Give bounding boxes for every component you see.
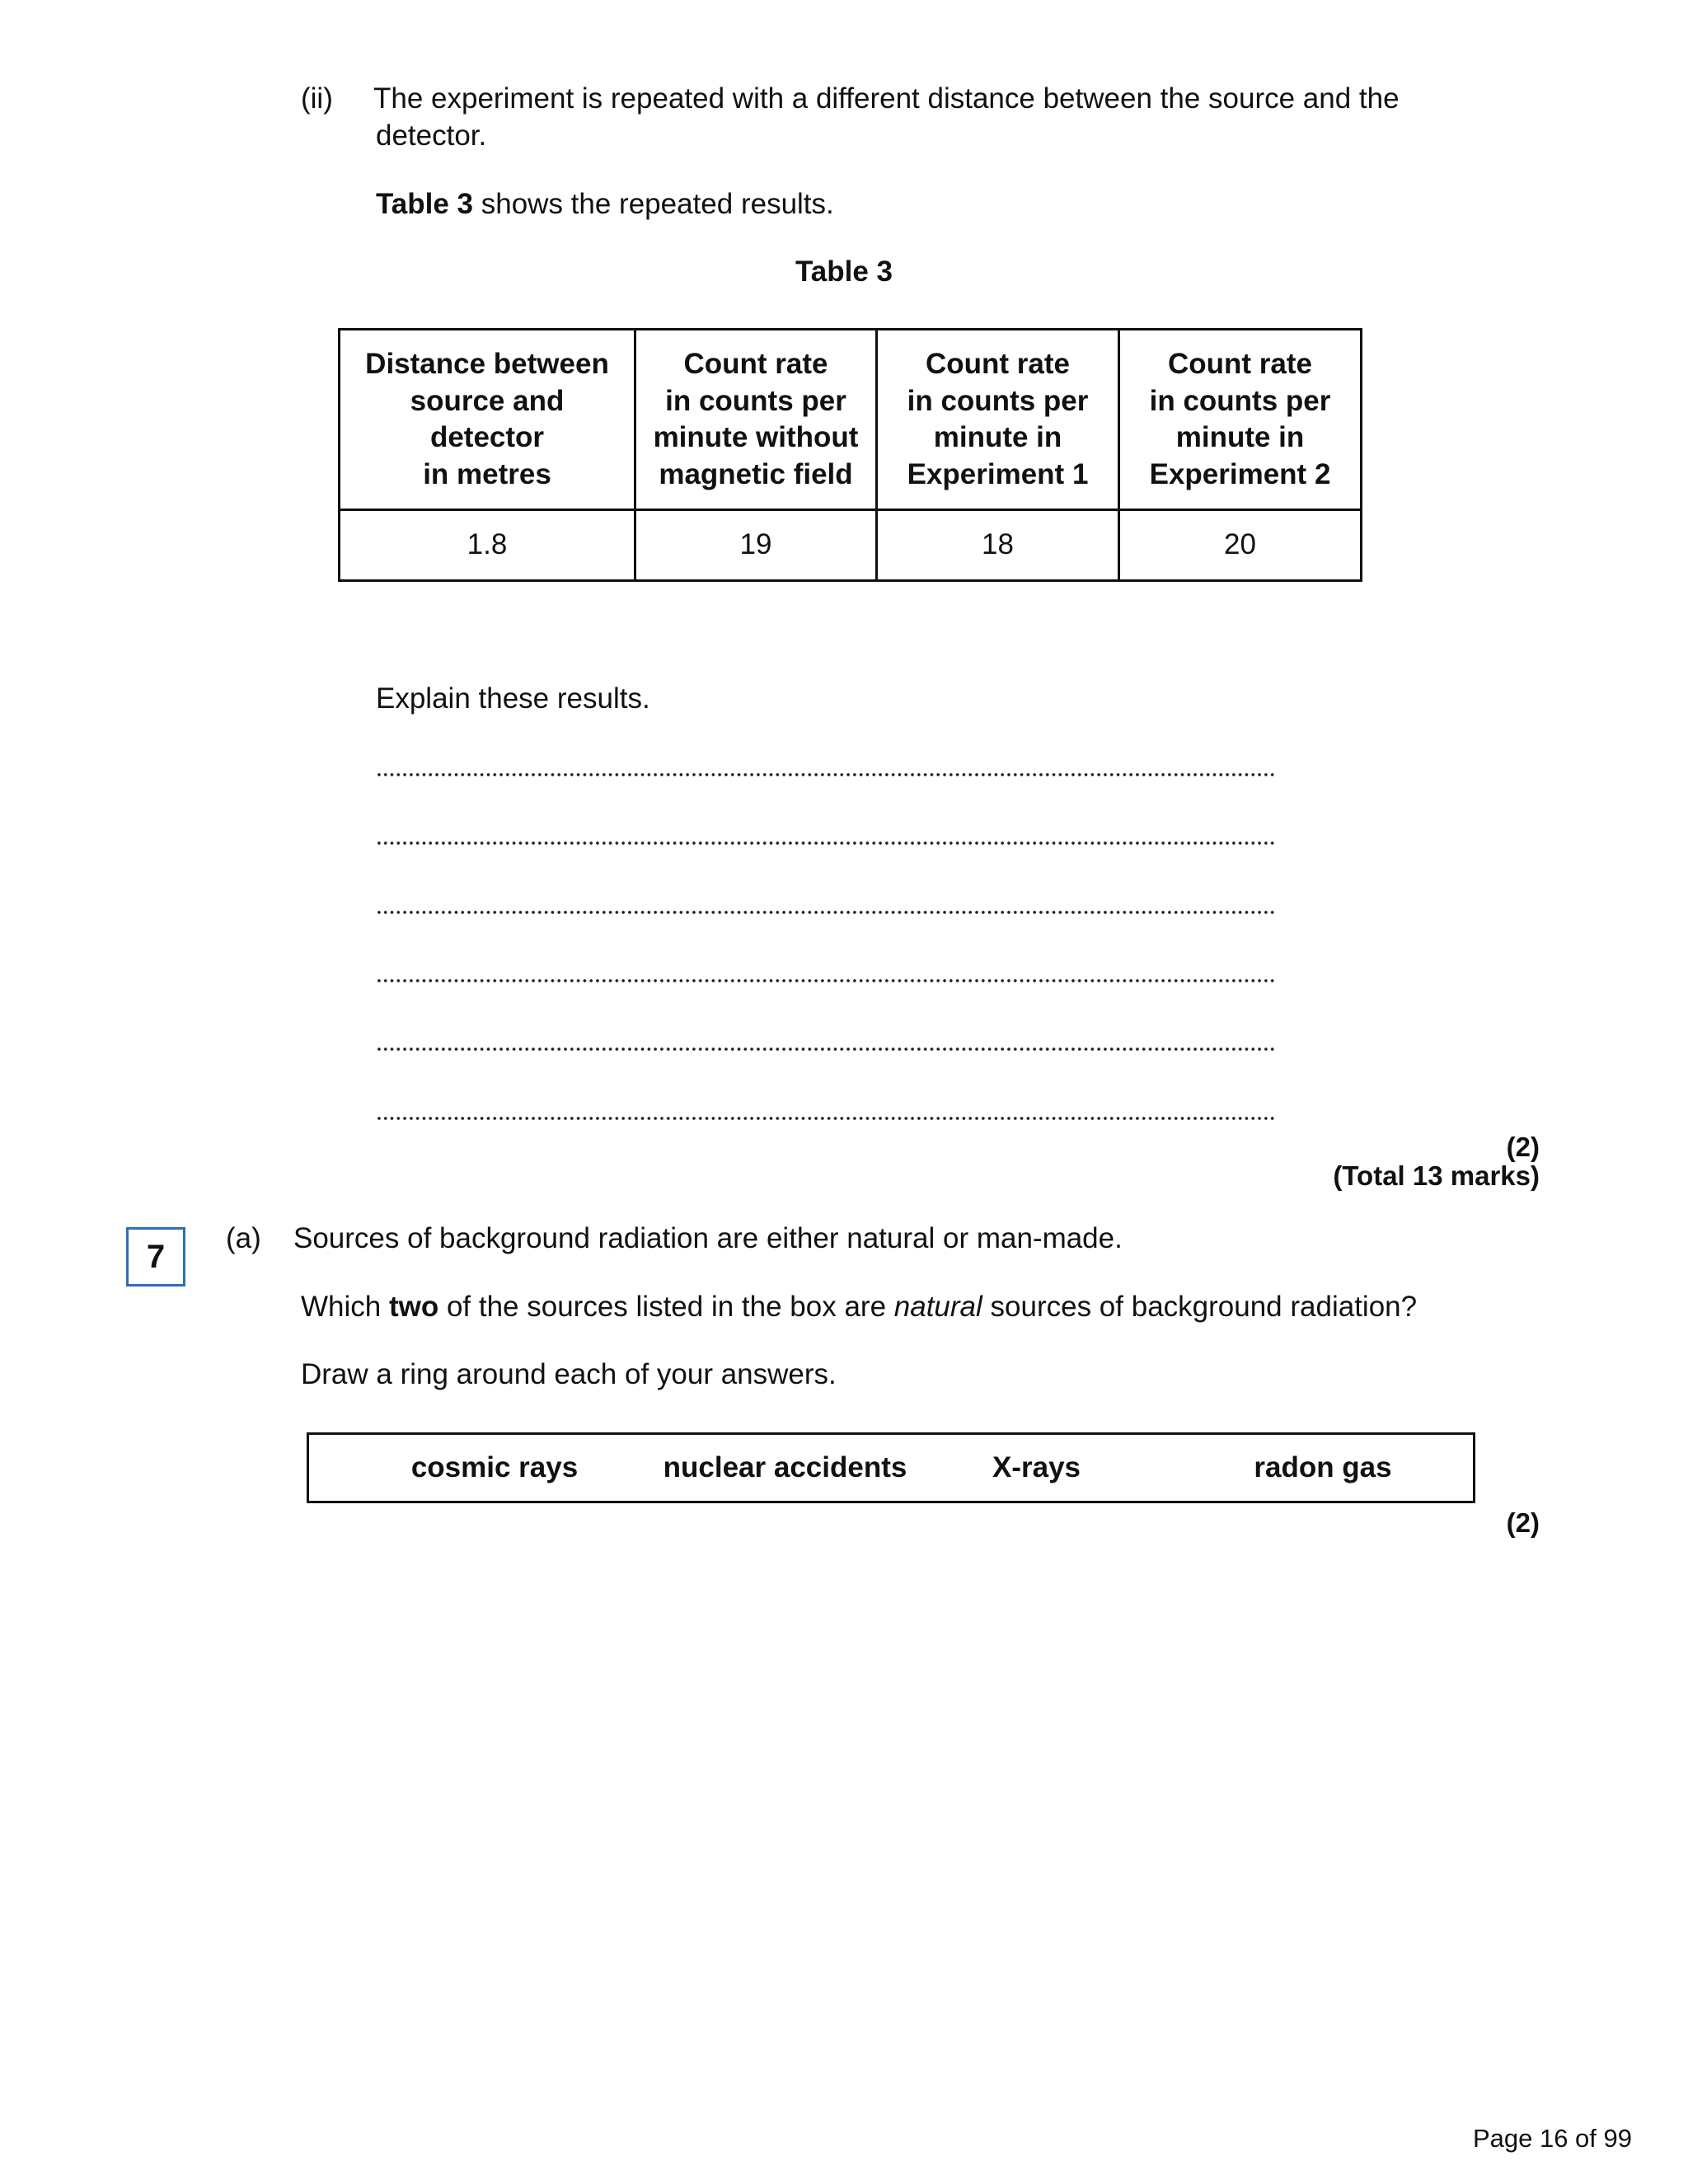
answer-line[interactable] [376, 839, 1274, 847]
part-a-label: (a) [226, 1222, 261, 1254]
part-a-text: Sources of background radiation are either natural or man-made. [293, 1222, 1123, 1254]
table-caption: Table 3 [795, 255, 893, 288]
results-table [338, 328, 1362, 582]
table-header-cell: Count rate in counts per minute without magnetic field [635, 330, 877, 510]
question-text-line1: The experiment is repeated with a different distance between the source and the [373, 82, 1400, 115]
source-option-placeholder [1199, 1435, 1200, 1501]
table-header-cell: Distance between source and detector in metres [340, 330, 635, 510]
total-marks: (Total 13 marks) [1333, 1160, 1540, 1191]
page-number: Page 16 of 99 [1472, 2124, 1632, 2153]
table-header-cell: Count rate in counts per minute in Experiment 2 [1119, 330, 1362, 510]
table-header-row [340, 330, 1362, 510]
answer-line[interactable] [376, 771, 1274, 779]
question-number-box: 7 [126, 1227, 185, 1286]
explain-prompt: Explain these results. [376, 682, 650, 715]
table-cell-count-exp1: 18 [877, 510, 1119, 581]
source-option-radon-gas[interactable]: radon gas [1254, 1451, 1392, 1483]
answer-line[interactable] [376, 1114, 1274, 1122]
part-label: (ii) [301, 82, 333, 115]
which-two-question: Which two of the sources listed in the box are natural sources of background radiation? [301, 1291, 1418, 1323]
ring-instruction: Draw a ring around each of your answers. [301, 1358, 837, 1390]
table-cell-count-no-field: 19 [635, 510, 877, 581]
table-header-cell: Count rate in counts per minute in Experiment 1 [877, 330, 1119, 510]
answer-line[interactable] [376, 908, 1274, 916]
answer-line[interactable] [376, 1045, 1274, 1053]
question-text-line2: detector. [376, 120, 487, 152]
answer-line[interactable] [376, 977, 1274, 985]
table-cell-distance: 1.8 [340, 510, 635, 581]
source-option-nuclear-accidents[interactable]: nuclear accidents [663, 1451, 907, 1483]
table-row [340, 510, 1362, 581]
table-reference-text: shows the repeated results. [473, 188, 834, 220]
marks-part-ii: (2) [1506, 1132, 1540, 1162]
table-reference-bold: Table 3 [376, 188, 474, 220]
source-option-cosmic-rays[interactable]: cosmic rays [410, 1451, 579, 1483]
source-option-x-rays[interactable]: X-rays [992, 1451, 1081, 1483]
table-reference [376, 186, 834, 223]
table-cell-count-exp2: 20 [1119, 510, 1362, 581]
marks-part-a: (2) [1506, 1507, 1540, 1538]
